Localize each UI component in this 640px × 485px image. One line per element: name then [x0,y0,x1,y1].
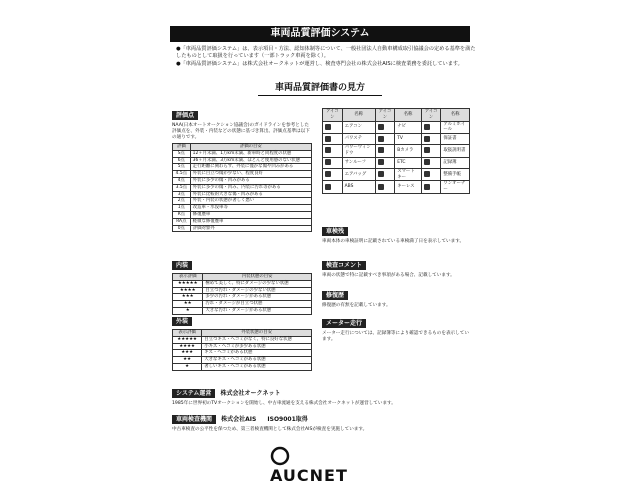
feature-icon-cell [421,145,441,158]
feature-icon-cell [375,145,395,158]
feature-icon [325,159,331,165]
hyoka-cell: 走行距離に関わらず、外装に僅かな傷や凹みがある [190,164,311,171]
feature-icon [378,184,384,190]
feature-name: スマートキー [395,168,422,181]
feature-name: 保証書 [441,134,470,145]
hyoka-header-score: 評価 [173,144,191,151]
gaisou-cell: 目立つキズ・ヘコミがなく、特に良好な状態 [202,336,312,343]
naisou-cell: ★★ [173,301,203,308]
feature-icon-cell [323,145,343,158]
feature-icon-cell [421,157,441,168]
hyoka-cell: 外装・内装の状態が著しく悪い [190,198,311,205]
hyoka-section [172,102,312,232]
feature-icon-cell [323,181,343,194]
hyoka-cell: 4点 [173,177,191,184]
hyoka-row [173,164,312,171]
feature-icon [325,147,331,153]
feature-icon [424,184,430,190]
gaisou-cell: ★★★ [173,350,202,357]
hyoka-cell: 外装に多少の傷・凹み、内装に汚れ等がある [190,184,311,191]
kanri-text: 車両本体の車検証明に記載されている車検満了日を表示しています。 [322,239,465,244]
gaisou-row [173,363,312,370]
gaisou-row [173,343,312,350]
feature-icon-cell [421,168,441,181]
feature-name: ABS [342,181,375,194]
feature-name: ワンオーナー [441,181,470,194]
icon-row [323,134,470,145]
inspect-text: 中古車検査の公平性を保つため、第三者検査機関として株式会社AISが検査を実施しています。 [172,427,368,432]
hyoka-cell: 評価対象外 [190,225,311,232]
hyoka-cell: R点 [173,211,191,218]
feature-icon-cell [375,134,395,145]
feature-icon [424,147,430,153]
aucnet-logo-text: AUCNET [270,465,348,485]
hyoka-cell: 3.5点 [173,184,191,191]
feature-icon [424,171,430,177]
hyoka-cell: 6点 [173,157,191,164]
feature-icon [325,171,331,177]
naisou-cell: ★ [173,307,203,314]
gaisou-section-label: 外装 [172,317,192,326]
feature-icon [325,136,331,142]
intro-paragraph-1: ●「車両品質評価システム」は、表示項目・方法、認知体制等について、一般社団法人自動車構成取引協議会の定める基準を満たしたものとして取扱を行っています（一部トラック車両を除く）。 [176,46,476,59]
feature-icon [378,171,384,177]
hyoka-row [173,191,312,198]
icon-row [323,157,470,168]
hyoka-cell: 外装に多少の傷・凹みがある [190,177,311,184]
hyoka-row [173,177,312,184]
hyoka-cell: 36ヶ月未満、3万km未満、ほとんど使用感のない状態 [190,157,311,164]
feature-name: ETC [395,157,422,168]
hyoka-cell: 0点 [173,225,191,232]
feature-name: 取扱説明書 [441,145,470,158]
intro-text [176,46,476,69]
gaisou-header-criteria: 外装状態の目安 [202,330,312,337]
feature-name: ナビ [395,121,422,134]
hyoka-cell: 修復歴車 [190,211,311,218]
icon-table [322,108,470,194]
feature-icon [424,124,430,130]
feature-name: キーレス [395,181,422,194]
hyoka-row [173,171,312,178]
hyoka-cell: 1点 [173,205,191,212]
naisou-cell: 大きな汚れ・ダメージがある状態 [203,307,312,314]
feature-name: エアバッグ [342,168,375,181]
gaisou-row [173,336,312,343]
naisou-cell: ★★★ [173,294,203,301]
history-section-label: 修復歴 [322,291,348,300]
feature-icon-cell [421,134,441,145]
hyoka-section-label: 評価点 [172,111,198,120]
hyoka-row [173,157,312,164]
gaisou-cell: 大きなキズ・ヘコミがある状態 [202,357,312,364]
hyoka-cell: RA点 [173,218,191,225]
naisou-row [173,287,312,294]
hyoka-row [173,211,312,218]
comment-section-label: 検査コメント [322,261,366,270]
gaisou-table [172,329,312,371]
subtitle-underline [258,95,382,96]
feature-icon-cell [421,121,441,134]
feature-icon [424,136,430,142]
icon-row [323,168,470,181]
comment-text: 車両の状態で特に記載すべき事項がある場合、記載しています。 [322,273,455,278]
feature-icon-cell [323,121,343,134]
hyoka-cell: S点 [173,150,191,157]
hyoka-cell: 5点 [173,164,191,171]
gaisou-row [173,357,312,364]
hyoka-row [173,218,312,225]
history-text: 修復歴の有無を記載しています。 [322,303,391,308]
feature-name: TV [395,134,422,145]
hyoka-row [173,225,312,232]
feature-icon-cell [375,121,395,134]
hyoka-header-criteria: 評価の目安 [190,144,311,151]
system-section-label: システム運営 [172,389,215,398]
subtitle: 車両品質評価書の見方 [274,83,365,93]
system-section [172,380,472,407]
feature-icon-cell [375,181,395,194]
inspect-company: 株式会社AIS [221,416,257,423]
kanri-section [322,218,470,245]
icon-row [323,145,470,158]
naisou-row [173,280,312,287]
feature-name: 記録簿 [441,157,470,168]
feature-name: パワーウィンドウ [342,145,375,158]
feature-icon-cell [323,157,343,168]
feature-name: アルミホイール [441,121,470,134]
hyoka-cell: 4.5点 [173,171,191,178]
feature-icon [378,124,384,130]
icon-header-4: 名称 [395,109,422,122]
naisou-cell: 極めて美しく、特にダメージの少ない状態 [203,280,312,287]
feature-icon [325,124,331,130]
naisou-header-rating: 表示評価 [173,274,203,281]
hyoka-cell: 3点 [173,191,191,198]
naisou-cell: ★★★★★ [173,280,203,287]
gaisou-row [173,350,312,357]
feature-name: サンルーフ [342,157,375,168]
hyoka-row [173,184,312,191]
feature-name: エアコン [342,121,375,134]
feature-icon [325,184,331,190]
feature-icon-cell [375,157,395,168]
icon-header-3: アイコン [375,109,395,122]
hyoka-row [173,150,312,157]
feature-name: パワステ [342,134,375,145]
feature-icon-cell [375,168,395,181]
member-section [322,310,470,343]
kanri-section-label: 車検残 [322,227,348,236]
member-section-label: メーター走行 [322,319,366,328]
icon-header-1: アイコン [323,109,343,122]
hyoka-cell: 12ヶ月未満、1万km未満、新車時と同程度の状態 [190,150,311,157]
gaisou-cell: 著しいキズ・ヘコミがある状態 [202,363,312,370]
history-section [322,282,470,309]
icon-header-5: アイコン [421,109,441,122]
feature-icon [378,147,384,153]
icon-header-2: 名称 [342,109,375,122]
icon-row [323,121,470,134]
icon-header-6: 名称 [441,109,470,122]
icon-section [322,108,470,194]
inspect-section-label: 車両検査機関 [172,415,216,424]
system-text: 1985年に世界初のTVオークションを開始し、中古車流通を支える株式会社オークネットが運営しています。 [172,401,396,406]
gaisou-cell: ★★★★ [173,343,202,350]
gaisou-section [172,308,312,371]
naisou-cell: ★★★★ [173,287,203,294]
aucnet-logo-icon [270,446,290,466]
inspect-iso: ISO9001取得 [267,416,308,423]
member-text: メーター走行については、記録簿等により確認できるものを表示しています。 [322,331,469,342]
feature-name: Bカメラ [395,145,422,158]
gaisou-cell: キズ・ヘコミがある状態 [202,350,312,357]
gaisou-cell: 小キズ・ヘコミが多少ある状態 [202,343,312,350]
feature-icon-cell [421,181,441,194]
hyoka-cell: 軽微な修復歴車 [190,218,311,225]
hyoka-cell: 2点 [173,198,191,205]
naisou-cell: 目立つ汚れ・ダメージの少ない状態 [203,287,312,294]
icon-row [323,181,470,194]
naisou-cell: 汚れ・ダメージが目立つ状態 [203,301,312,308]
hyoka-cell: 外装に目立つ傷が少ない、程度良好 [190,171,311,178]
system-company: 株式会社オークネット [220,390,281,397]
hyoka-cell: 外装に比較的大きな傷・凹みがある [190,191,311,198]
hyoka-cell: 改造車・水没車等 [190,205,311,212]
naisou-section-label: 内装 [172,261,192,270]
naisou-section [172,252,312,315]
naisou-row [173,294,312,301]
feature-icon [378,159,384,165]
gaisou-header-rating: 表示評価 [173,330,202,337]
feature-icon [424,159,430,165]
hyoka-table [172,143,312,232]
naisou-header-criteria: 内装状態の目安 [203,274,312,281]
comment-section [322,252,470,279]
feature-name: 整備手帳 [441,168,470,181]
hyoka-row [173,198,312,205]
feature-icon-cell [323,168,343,181]
intro-paragraph-2: ●「車両品質評価システム」は株式会社オークネットが運営し、検査専門会社の株式会社AISに検査業務を委託しています。 [176,61,463,67]
hyoka-row [173,205,312,212]
inspect-section [172,406,472,433]
gaisou-cell: ★★ [173,357,202,364]
hyoka-description: NAA(日本オートオークション協議会)のガイドラインを参考とした評価点を、外装・内装などの状態に基づき算出。評価点基準は以下の通りです。 [172,123,310,140]
naisou-row [173,301,312,308]
gaisou-cell: ★★★★★ [173,336,202,343]
aucnet-logo [270,445,370,485]
page-title: 車両品質評価システム [170,26,470,42]
feature-icon [378,136,384,142]
gaisou-cell: ★ [173,363,202,370]
naisou-cell: 多少の汚れ・ダメージがある状態 [203,294,312,301]
feature-icon-cell [323,134,343,145]
